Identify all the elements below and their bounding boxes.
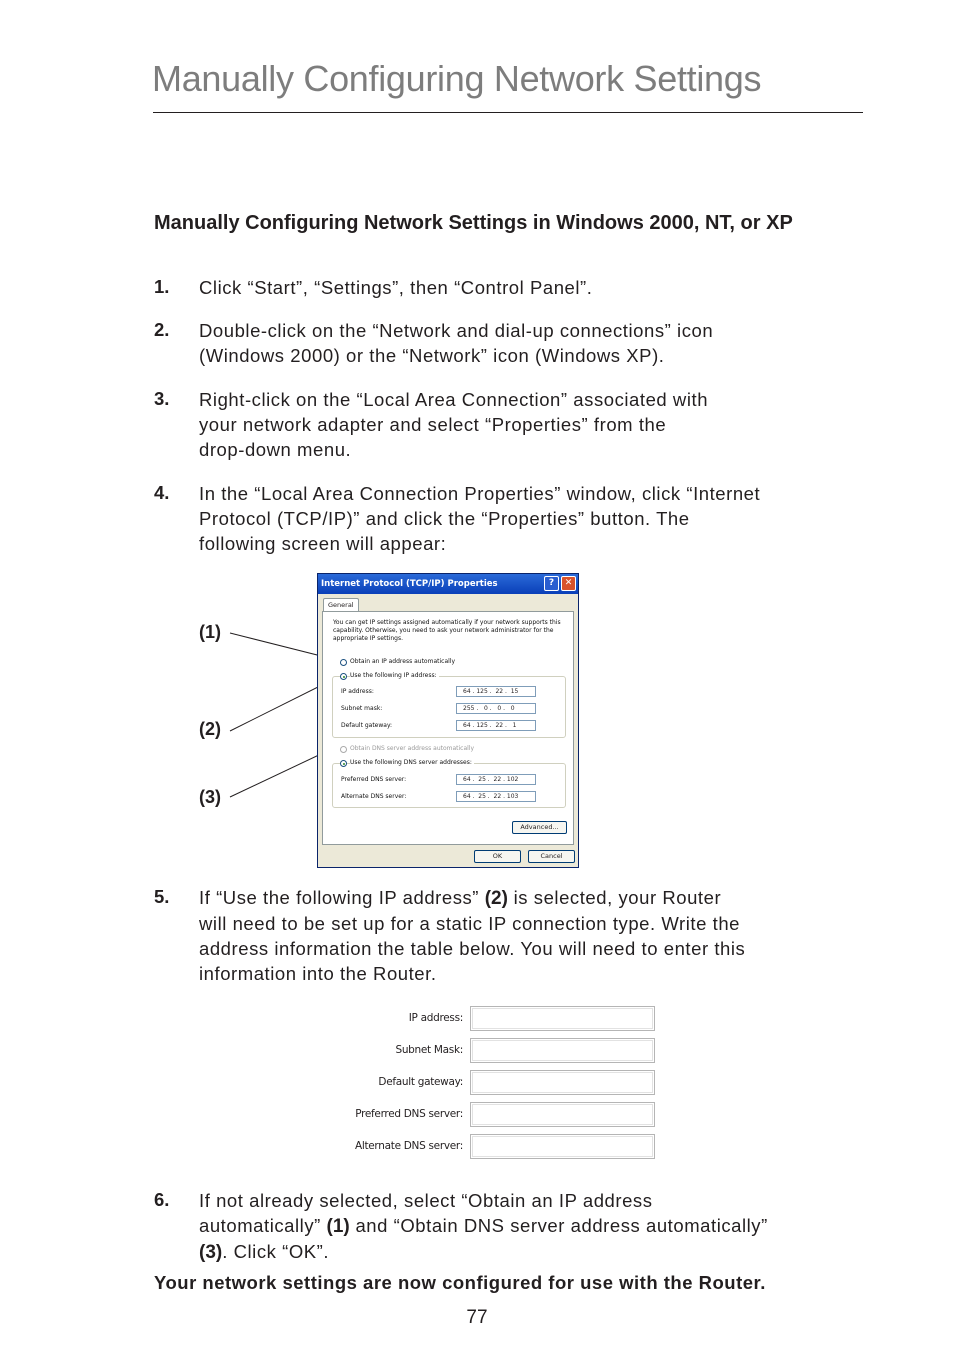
preferred-dns-input[interactable]: 64 . 25 . 22 . 102 bbox=[456, 774, 536, 785]
use-ip-radio[interactable] bbox=[340, 673, 347, 680]
callout-ref: (1) bbox=[326, 1216, 350, 1237]
dialog-title: Internet Protocol (TCP/IP) Properties bbox=[318, 574, 578, 594]
callout-1: (1) bbox=[199, 622, 221, 642]
default-gateway-label: Default gateway: bbox=[341, 722, 393, 729]
step-number: 1. bbox=[154, 276, 170, 297]
use-dns-label: Use the following DNS server addresses: bbox=[350, 759, 472, 766]
worksheet-gateway-box bbox=[470, 1070, 655, 1095]
worksheet-label: Default gateway: bbox=[378, 1076, 463, 1088]
tcpip-properties-dialog bbox=[317, 573, 579, 868]
cancel-button[interactable]: Cancel bbox=[528, 850, 575, 863]
worksheet-preferred-dns-box bbox=[470, 1102, 655, 1127]
alternate-dns-label: Alternate DNS server: bbox=[341, 793, 407, 800]
close-icon[interactable]: ✕ bbox=[561, 576, 576, 591]
general-tab-panel bbox=[322, 611, 574, 845]
use-dns-radio[interactable] bbox=[340, 760, 347, 767]
obtain-ip-radio[interactable] bbox=[340, 659, 347, 666]
callout-ref: (2) bbox=[484, 888, 508, 909]
obtain-dns-radio[interactable] bbox=[340, 746, 347, 753]
callout-2: (2) bbox=[199, 719, 221, 739]
tab-general[interactable]: General bbox=[323, 598, 359, 612]
callout-3: (3) bbox=[199, 787, 221, 807]
step-number: 4. bbox=[154, 482, 170, 503]
use-ip-label: Use the following IP address: bbox=[350, 672, 437, 679]
obtain-ip-label: Obtain an IP address automatically bbox=[350, 658, 456, 665]
section-heading: Manually Configuring Network Settings in Windows 2000, NT, or XP bbox=[154, 212, 793, 234]
step-text: If not already selected, select “Obtain an IP address automatically” (1) and “Obtain DNS server address automatically” (3). Click “OK”. bbox=[199, 1190, 768, 1263]
default-gateway-input[interactable]: 64 . 125 . 22 . 1 bbox=[456, 720, 536, 731]
step-number: 2. bbox=[154, 319, 170, 340]
worksheet-label: Subnet Mask: bbox=[395, 1044, 463, 1056]
help-icon[interactable]: ? bbox=[544, 576, 559, 591]
step-text: In the “Local Area Connection Properties” window, click “Internet Protocol (TCP/IP)” and click the “Properties” button. The following screen will appear: bbox=[199, 483, 761, 554]
step-text: If “Use the following IP address” (2) is selected, your Router will need to be set up for a static IP connection type. Write the address information the table below. You will need to enter this information into the Router. bbox=[199, 887, 746, 984]
step-text: Double-click on the “Network and dial-up connections” icon (Windows 2000) or the “Network” icon (Windows XP). bbox=[199, 320, 714, 366]
dialog-intro-text: You can get IP settings assigned automatically if your network supports this capability. Otherwise, you need to ask your network administrator for the appropriate IP settings. bbox=[333, 619, 561, 642]
ip-address-label: IP address: bbox=[341, 688, 374, 695]
ip-address-input[interactable]: 64 . 125 . 22 . 15 bbox=[456, 686, 536, 697]
worksheet-alternate-dns-box bbox=[470, 1134, 655, 1159]
step-number: 5. bbox=[154, 886, 170, 907]
worksheet-label: Alternate DNS server: bbox=[354, 1140, 463, 1152]
alternate-dns-input[interactable]: 64 . 25 . 22 . 103 bbox=[456, 791, 536, 802]
worksheet-label: IP address: bbox=[408, 1012, 463, 1024]
step-number: 6. bbox=[154, 1189, 170, 1210]
subnet-mask-label: Subnet mask: bbox=[341, 705, 383, 712]
worksheet-ip-box bbox=[470, 1006, 655, 1031]
advanced-button[interactable]: Advanced... bbox=[512, 821, 567, 834]
ok-button[interactable]: OK bbox=[474, 850, 521, 863]
worksheet-subnet-box bbox=[470, 1038, 655, 1063]
page-number: 77 bbox=[466, 1307, 488, 1328]
subnet-mask-input[interactable]: 255 . 0 . 0 . 0 bbox=[456, 703, 536, 714]
closing-note: Your network settings are now configured for use with the Router. bbox=[154, 1272, 766, 1293]
step-text: Right-click on the “Local Area Connection” associated with your network adapter and select “Properties” from the drop-down menu. bbox=[199, 389, 709, 460]
worksheet-label: Preferred DNS server: bbox=[355, 1108, 463, 1120]
obtain-dns-label: Obtain DNS server address automatically bbox=[350, 745, 475, 752]
step-number: 3. bbox=[154, 388, 170, 409]
preferred-dns-label: Preferred DNS server: bbox=[341, 776, 407, 783]
step-text: Click “Start”, “Settings”, then “Control Panel”. bbox=[199, 277, 593, 298]
page-title: Manually Configuring Network Settings bbox=[152, 58, 762, 99]
callout-ref: (3) bbox=[199, 1242, 223, 1263]
